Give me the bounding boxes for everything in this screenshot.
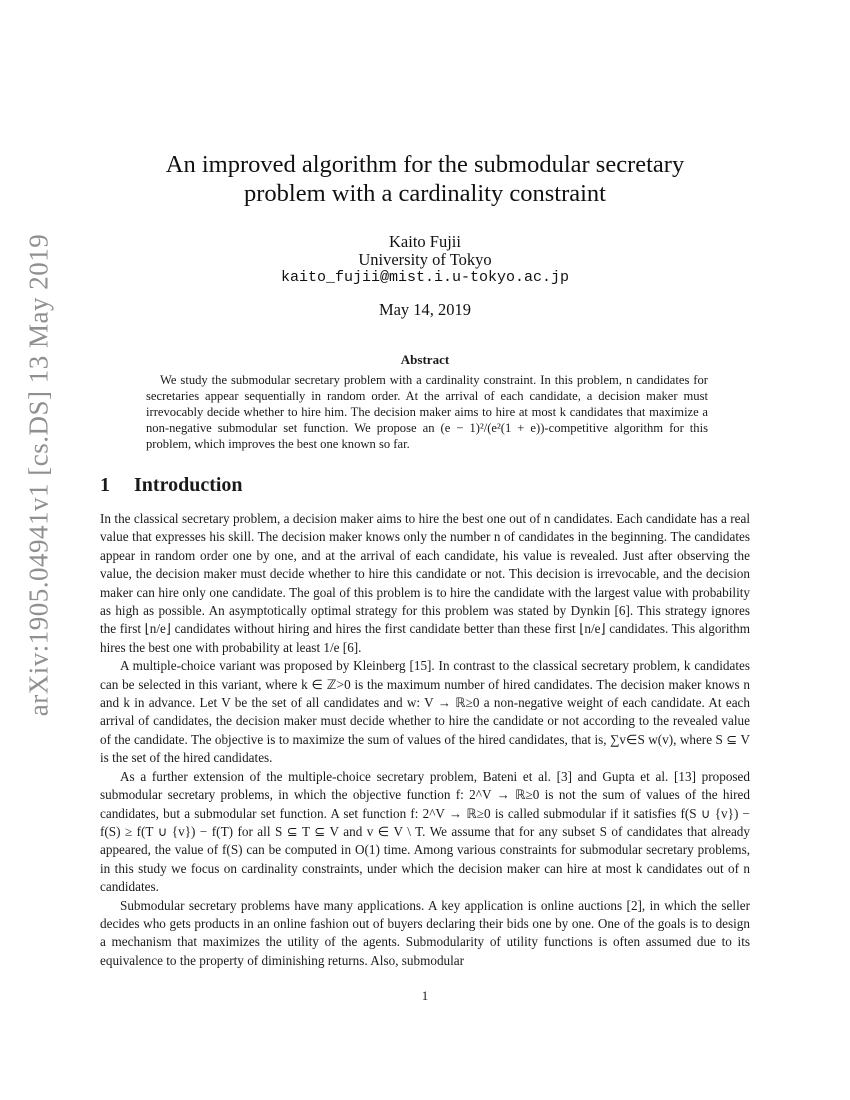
author-name: Kaito Fujii xyxy=(389,232,461,251)
section-title: Introduction xyxy=(134,474,243,496)
author-affiliation: University of Tokyo xyxy=(358,250,492,269)
paragraph: In the classical secretary problem, a decision maker aims to hire the best one out of n candidates. Each candidate has a real value that expresses his skill. The decision maker knows only the number n of candidates in the beginning. The candidates appear in random order one by one, and at the arrival of each candidate, his value is revealed. Just after observing the value, the decision maker must decide whether to hire this candidate or not. This decision is irrevocable, and the decision maker can hire only one candidate. The goal of this problem is to hire the candidate with the largest value with probability as high as possible. An asymptotically optimal strategy for this problem was stated by Dynkin [6]. This strategy ignores the first ⌊n/e⌋ candidates without hiring and hires the first candidate better than these first ⌊n/e⌋ candidates. This algorithm hires the best one with probability at least 1/e [6]. xyxy=(100,511,750,655)
paragraph: A multiple-choice variant was proposed by Kleinberg [15]. In contrast to the classical secretary problem, k candidates can be selected in this variant, where k ∈ ℤ>0 is the maximum number of hired candidates. The decision maker knows n and k in advance. Let V be the set of all candidates and w: V → ℝ≥0 a non-negative weight of each candidate. At each arrival of candidates, the decision maker must decide whether to hire the candidate or not according to the revealed value of the candidate. The objective is to maximize the sum of values of the hired candidates, that is, ∑v∈S w(v), where S ⊆ V is the set of the hired candidates. xyxy=(100,658,750,766)
page-number: 1 xyxy=(421,988,429,1003)
arxiv-identifier: arXiv:1905.04941v1 [cs.DS] 13 May 2019 xyxy=(23,233,54,717)
paragraph: As a further extension of the multiple-choice secretary problem, Bateni et al. [3] and Gupta et al. [13] proposed submodular secretary problems, in which the objective function f: 2^V → ℝ≥0 is not the sum of values of the hired candidates, but a submodular set function. A set function f: 2^V → ℝ≥0 is called submodular if it satisfies f(S ∪ {v}) − f(S) ≥ f(T ∪ {v}) − f(T) for all S ⊆ T ⊆ V and v ∈ V \ T. We assume that for any subset S of candidates that already appeared, the value of f(S) can be computed in O(1) time. Among various constraints for submodular secretary problems, in this study we focus on cardinality constraints, under which the decision maker can hire at most k candidates out of n candidates. xyxy=(100,768,750,895)
section-number: 1 xyxy=(100,474,110,496)
author-email: kaito_fujii@mist.i.u-tokyo.ac.jp xyxy=(280,269,570,286)
abstract-heading: Abstract xyxy=(400,352,450,367)
paragraph: Submodular secretary problems have many applications. A key application is online auctions [2], in which the seller decides who gets products in an online fashion out of buyers declaring their bids one by one. One of the goals is to design a mechanism that maximizes the utility of the agents. Submodularity of utility functions is often assumed due to its equivalence to the property of diminishing returns. Also, submodular xyxy=(100,897,750,968)
section-heading xyxy=(100,474,243,497)
paper-date: May 14, 2019 xyxy=(378,300,472,319)
abstract-text: We study the submodular secretary problem with a cardinality constraint. In this problem, n candidates for secretaries appear sequentially in random order. At the arrival of each candidate, a decision maker must irrevocably decide whether to hire him. The decision maker aims to hire at most k candidates that maximize a non-negative submodular set function. We propose an (e − 1)²/(e²(1 + e))-competitive algorithm for this problem, which improves the best one known so far. xyxy=(146,373,708,451)
arxiv-side-stamp xyxy=(14,233,64,717)
paper-title xyxy=(100,150,750,208)
title-line-2: problem with a cardinality constraint xyxy=(244,180,606,207)
title-line-1: An improved algorithm for the submodular secretary xyxy=(165,151,685,178)
section-body xyxy=(100,510,750,970)
